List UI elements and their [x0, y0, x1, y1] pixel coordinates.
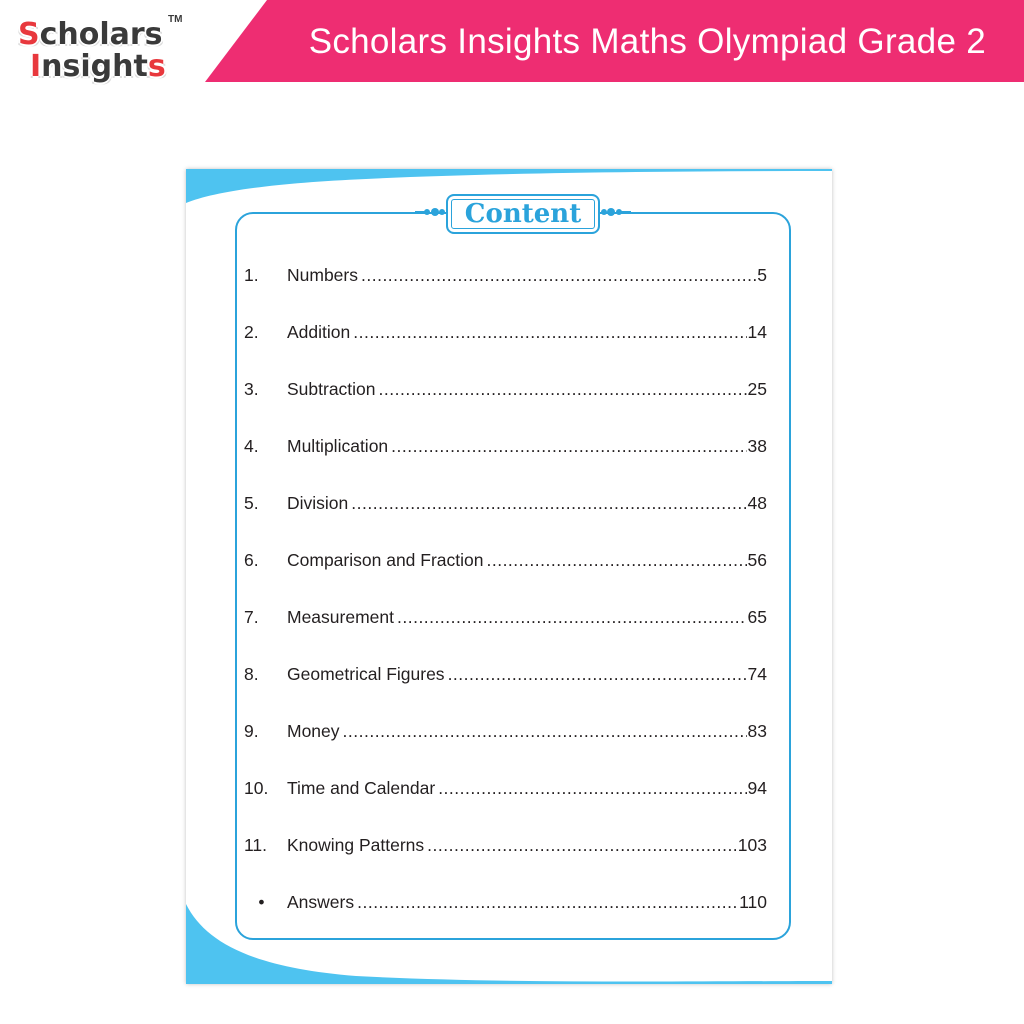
toc-leader — [427, 835, 737, 856]
logo-line-1: Scholars — [18, 17, 163, 52]
toc-leader — [486, 550, 746, 571]
toc-page: 48 — [747, 493, 767, 513]
toc-number: 5. — [244, 493, 259, 513]
toc-page: 56 — [747, 550, 767, 570]
toc-leader — [353, 322, 746, 343]
toc-row[interactable] — [244, 892, 767, 922]
toc-number: 8. — [244, 664, 259, 684]
toc-title: Time and Calendar — [287, 778, 436, 798]
toc-number: 6. — [244, 550, 259, 570]
toc-row[interactable] — [244, 379, 767, 409]
toc-title: Division — [287, 493, 349, 513]
toc-number: 7. — [244, 607, 259, 627]
toc-row[interactable] — [244, 721, 767, 751]
toc-leader — [379, 379, 747, 400]
toc-row[interactable] — [244, 493, 767, 523]
toc-number: 9. — [244, 721, 259, 741]
brand-logo — [18, 14, 188, 94]
content-heading-badge — [415, 194, 631, 234]
toc-row[interactable] — [244, 835, 767, 865]
toc-page: 25 — [747, 379, 767, 399]
toc-page: 74 — [747, 664, 767, 684]
toc-leader — [357, 892, 738, 913]
toc-leader — [391, 436, 746, 457]
logo-line-2: Insights — [30, 49, 166, 84]
toc-page: 110 — [739, 892, 767, 912]
toc-leader — [397, 607, 747, 628]
toc-row[interactable] — [244, 322, 767, 352]
toc-title: Comparison and Fraction — [287, 550, 484, 570]
toc-title: Answers — [287, 892, 355, 912]
toc-row[interactable] — [244, 550, 767, 580]
toc-title: Subtraction — [287, 379, 376, 399]
toc-title: Geometrical Figures — [287, 664, 445, 684]
toc-bullet: • — [258, 892, 265, 912]
toc-number: 3. — [244, 379, 259, 399]
toc-title: Measurement — [287, 607, 394, 627]
header-title: Scholars Insights Maths Olympiad Grade 2 — [308, 22, 986, 61]
toc-number: 2. — [244, 322, 259, 342]
content-heading: Content — [464, 199, 582, 229]
toc-row[interactable] — [244, 778, 767, 808]
toc-page: 94 — [747, 778, 767, 798]
toc-row[interactable] — [244, 265, 767, 295]
toc-title: Numbers — [287, 265, 358, 285]
toc-row[interactable] — [244, 607, 767, 637]
toc-title: Money — [287, 721, 340, 741]
toc-page: 5 — [757, 265, 767, 285]
toc-page: 83 — [747, 721, 767, 741]
toc-page: 38 — [747, 436, 767, 456]
toc-leader — [361, 265, 756, 286]
toc-leader — [351, 493, 746, 514]
content-heading-box — [446, 194, 600, 234]
toc-number: 1. — [244, 265, 259, 285]
toc-number: 10. — [244, 778, 269, 798]
trademark-mark: TM — [168, 14, 183, 25]
toc-title: Knowing Patterns — [287, 835, 425, 855]
toc-title: Addition — [287, 322, 351, 342]
toc-page: 14 — [747, 322, 767, 342]
toc-number: 4. — [244, 436, 259, 456]
toc-page: 65 — [747, 607, 767, 627]
toc-leader — [343, 721, 747, 742]
toc-leader — [448, 664, 747, 685]
toc-row[interactable] — [244, 436, 767, 466]
toc-leader — [438, 778, 746, 799]
toc-number: 11. — [244, 835, 268, 855]
toc-row[interactable] — [244, 664, 767, 694]
toc-title: Multiplication — [287, 436, 389, 456]
toc-page: 103 — [737, 835, 767, 855]
